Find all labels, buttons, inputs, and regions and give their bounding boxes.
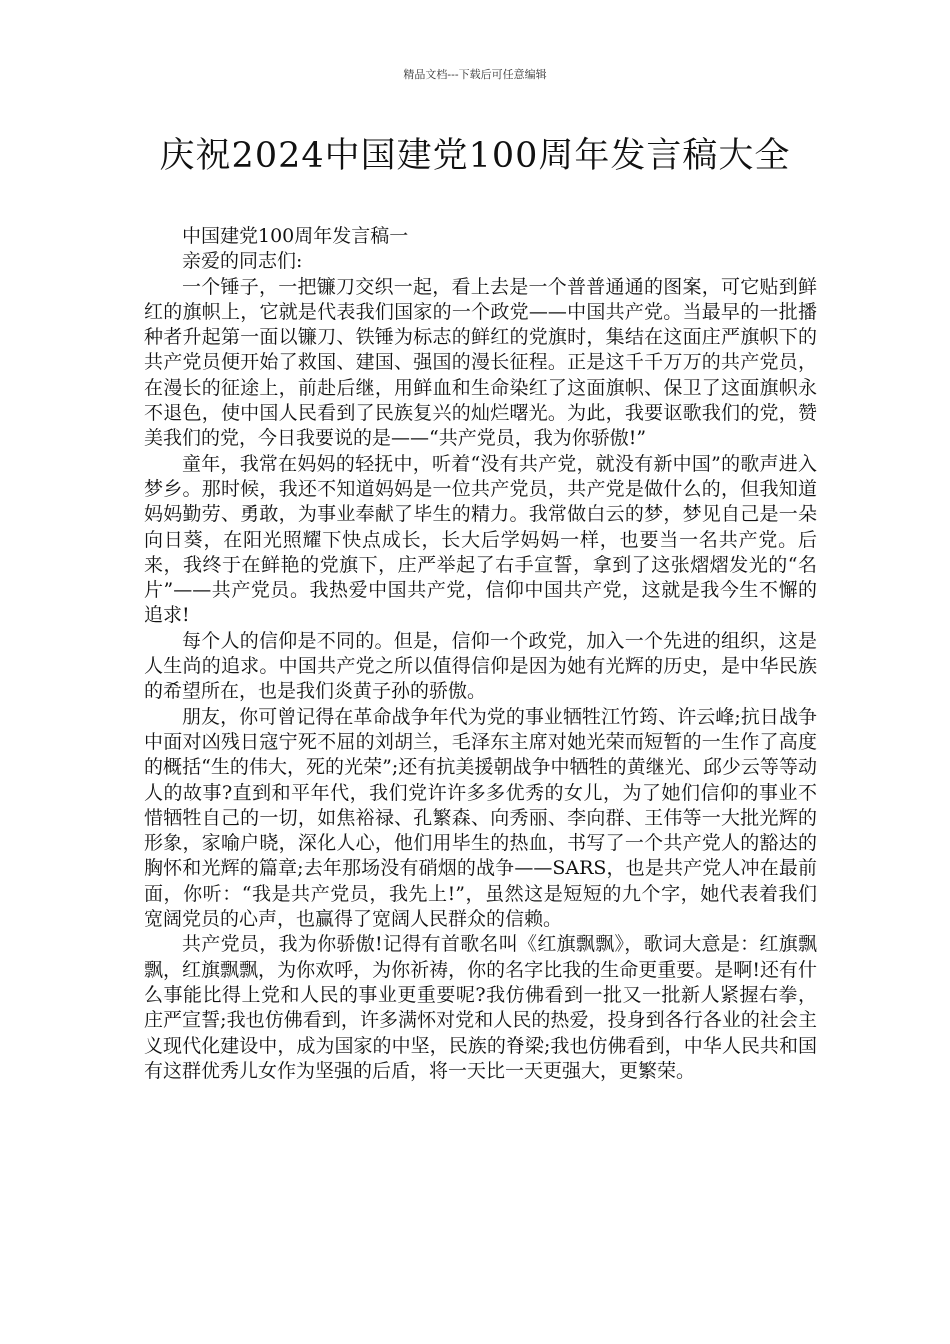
body-paragraph: 每个人的信仰是不同的。但是，信仰一个政党，加入一个先进的组织，这是人生尚的追求。中国共产党之所以值得信仰是因为她有光辉的历史，是中华民族的希望所在，也是我们炎黄子孙的骄傲。 (144, 629, 817, 703)
document-title: 庆祝2024中国建党100周年发言稿大全 (159, 136, 791, 176)
section-heading: 中国建党100周年发言稿一 (182, 225, 409, 247)
body-paragraph: 一个锤子，一把镰刀交织一起，看上去是一个普普通通的图案，可它贴到鲜红的旗帜上，它就是代表我们国家的一个政党——中国共产党。当最早的一批播种者升起第一面以镰刀、铁锤为标志的鲜红的党旗时，集结在这面庄严旗帜下的共产党员便开始了救国、建国、强国的漫长征程。正是这千千万万的共产党员，在漫长的征途上，前赴后继，用鲜血和生命染红了这面旗帜、保卫了这面旗帜永不退色，使中国人民看到了民族复兴的灿烂曙光。为此，我要讴歌我们的党，赞美我们的党，今日我要说的是——“共产党员，我为你骄傲!” (144, 275, 817, 450)
body-paragraph: 童年，我常在妈妈的轻抚中，听着“没有共产党，就没有新中国”的歌声进入梦乡。那时候，我还不知道妈妈是一位共产党员，共产党是做什么的，但我知道妈妈勤劳、勇敢，为事业奉献了毕生的精力。我常做白云的梦，梦见自己是一朵向日葵，在阳光照耀下快点成长，长大后学妈妈一样，也要当一名共产党。后来，我终于在鲜艳的党旗下，庄严举起了右手宣誓，拿到了这张熠熠发光的“名片”——共产党员。我热爱中国共产党，信仰中国共产党，这就是我今生不懈的追求! (144, 452, 817, 627)
body-paragraph: 朋友，你可曾记得在革命战争年代为党的事业牺牲江竹筠、许云峰;抗日战争中面对凶残日寇宁死不屈的刘胡兰，毛泽东主席对她光荣而短暂的一生作了高度的概括“生的伟大，死的光荣”;还有抗美援朝战争中牺牲的黄继光、邱少云等等动人的故事?直到和平年代，我们党许许多多优秀的女儿，为了她们信仰的事业不惜牺牲自己的一切，如焦裕禄、孔繁森、向秀丽、李向群、王伟等一大批光辉的形象，家喻户晓，深化人心，他们用毕生的热血，书写了一个共产党人的豁达的胸怀和光辉的篇章;去年那场没有硝烟的战争——SARS，也是共产党人冲在最前面，你听：“我是共产党员，我先上!”，虽然这是短短的九个字，她代表着我们宽阔党员的心声，也赢得了宽阔人民群众的信赖。 (144, 705, 817, 931)
body-paragraph: 共产党员，我为你骄傲!记得有首歌名叫《红旗飘飘》，歌词大意是：红旗飘飘，红旗飘飘，为你欢呼，为你祈祷，你的名字比我的生命更重要。是啊!还有什么事能比得上党和人民的事业更重要呢?我仿佛看到一批又一批新人紧握右拳，庄严宣誓;我也仿佛看到，许多满怀对党和人民的热爱，投身到各行各业的社会主义现代化建设中，成为国家的中坚，民族的脊梁;我也仿佛看到，中华人民共和国有这群优秀儿女作为坚强的后盾，将一天比一天更强大，更繁荣。 (144, 933, 817, 1082)
salutation: 亲爱的同志们: (182, 250, 303, 273)
document-body (144, 224, 817, 1084)
header-note: 精品文档---下载后可任意编辑 (403, 68, 547, 81)
